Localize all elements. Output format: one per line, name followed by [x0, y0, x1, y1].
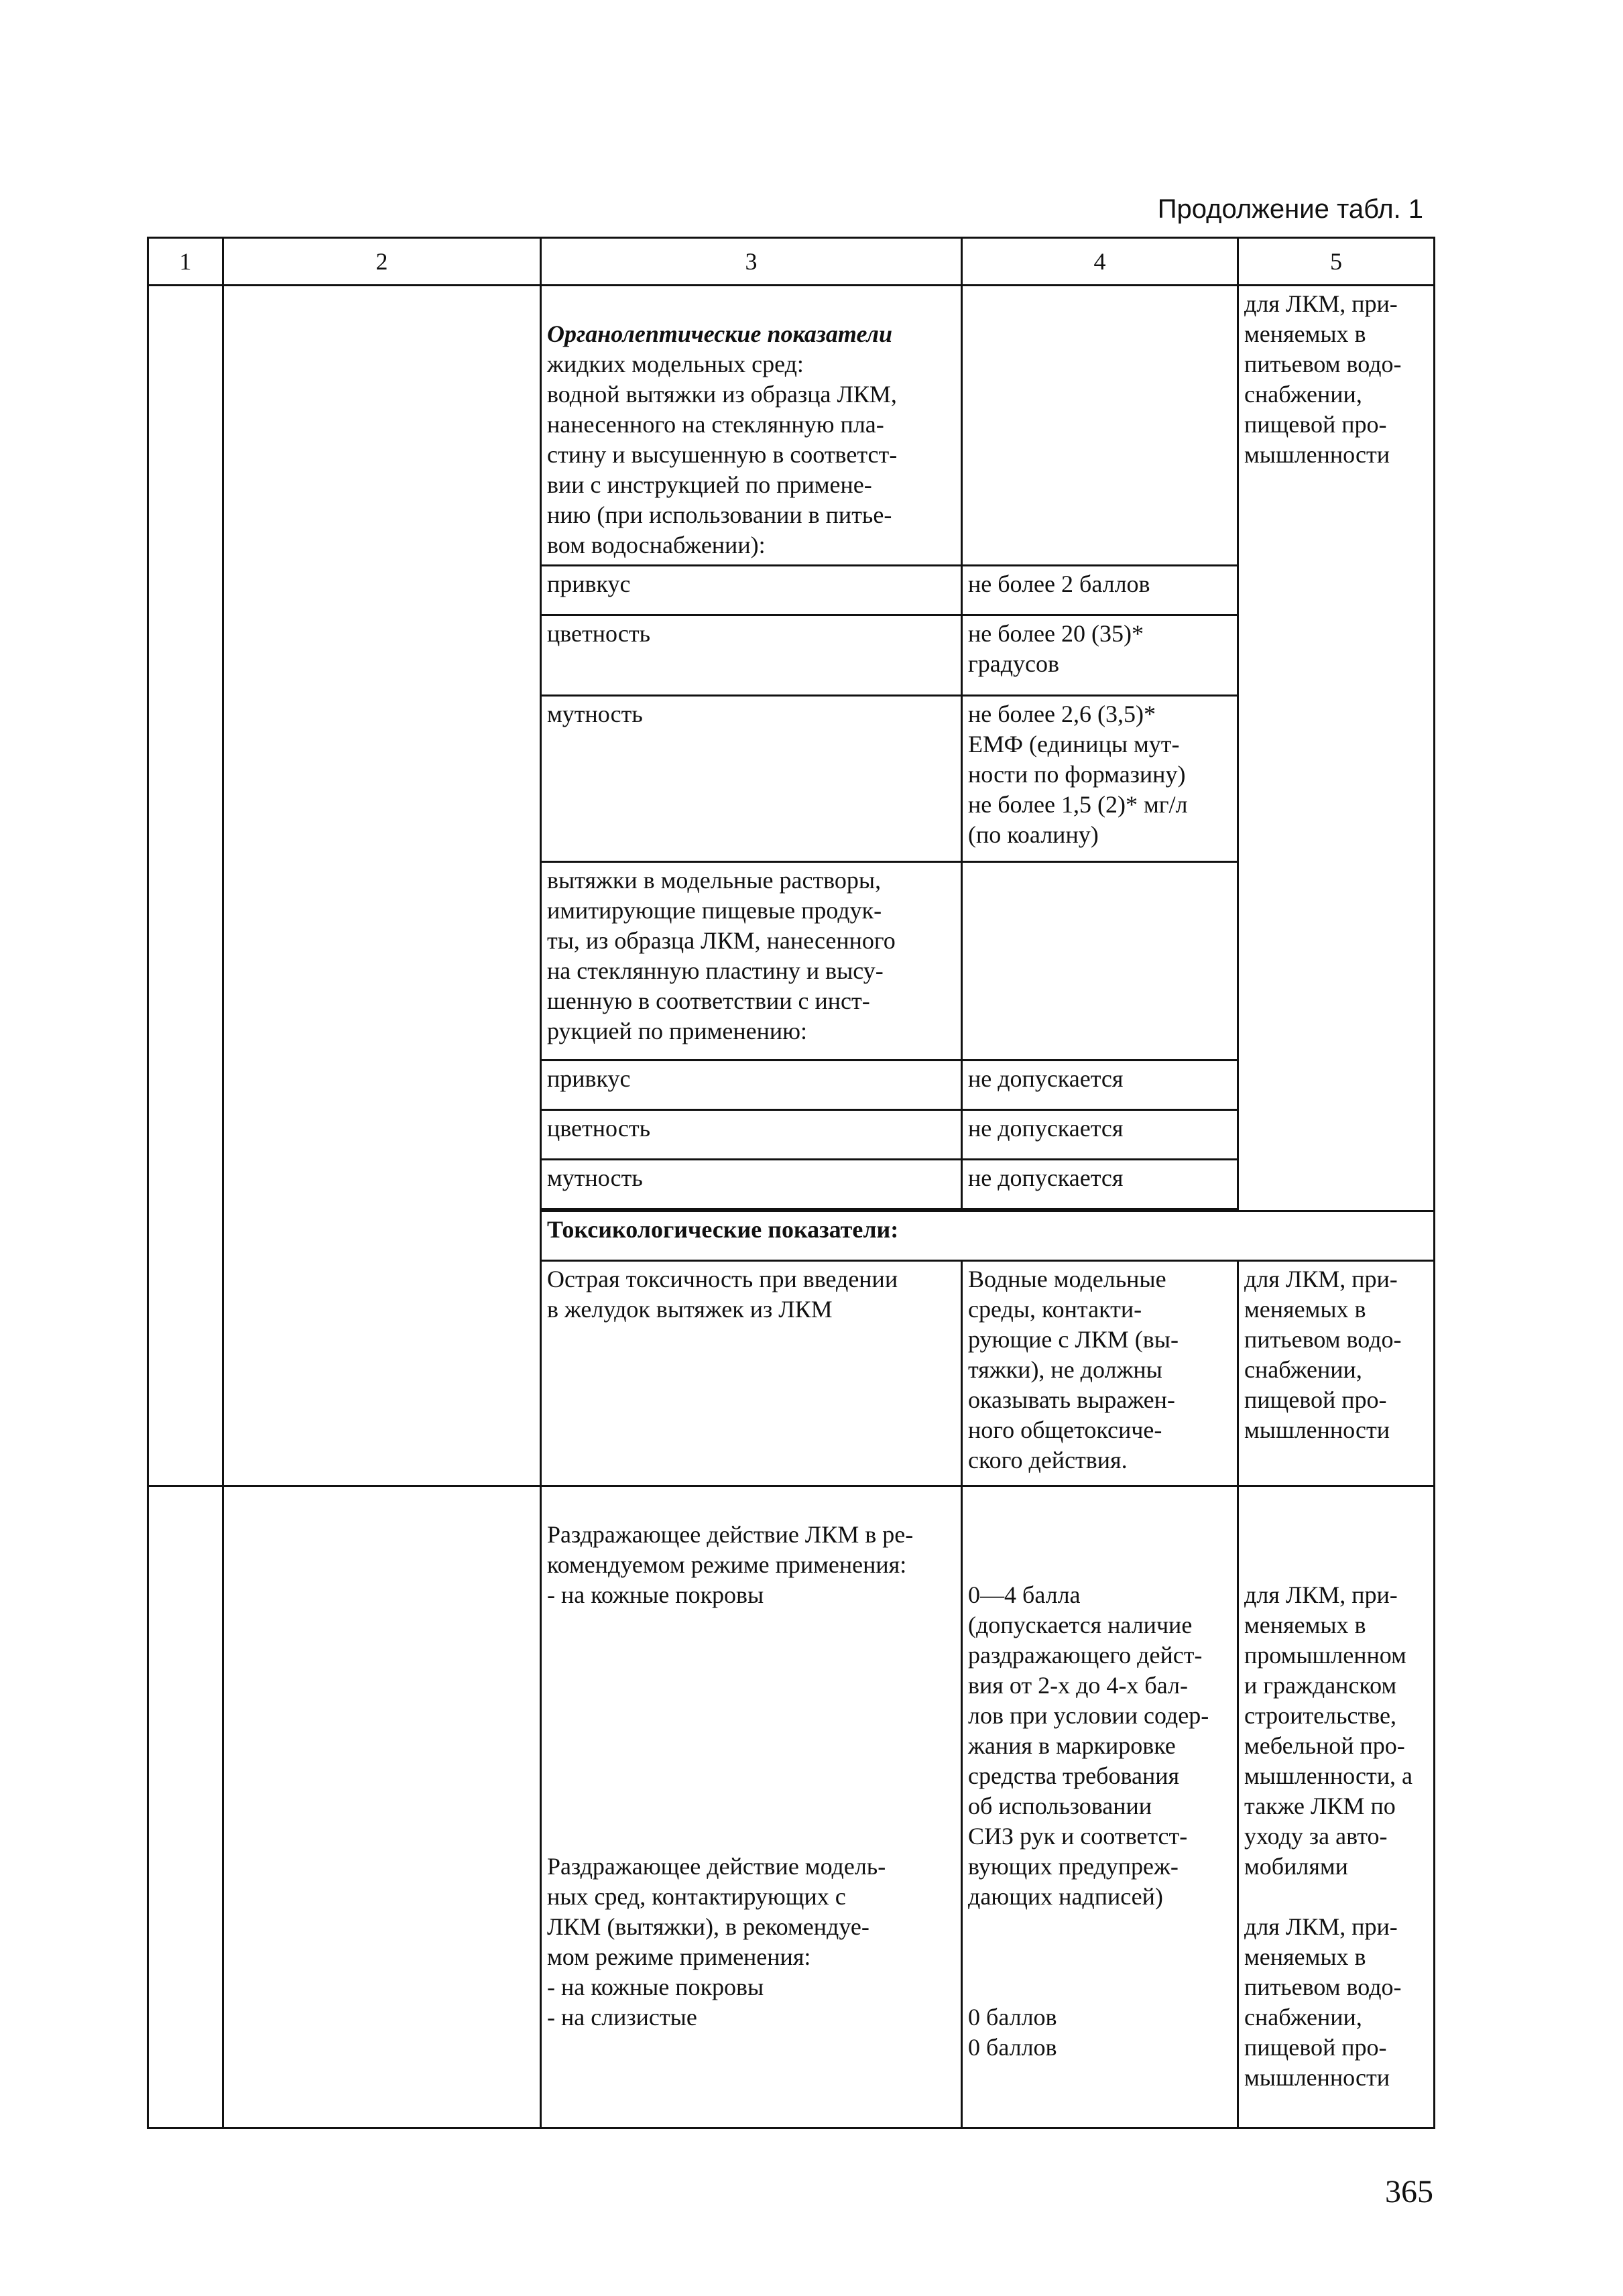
page-number: 365 — [1385, 2174, 1433, 2210]
food-intro-cell: вытяжки в модельные растворы, имитирующие пищевые продук- ты, из образца ЛКМ, нанесенного на стеклянную пластину и высу- шенную в соответствии с инст- рукцией по применению: — [541, 862, 962, 1061]
water-row-value: не более 20 (35)* градусов — [962, 615, 1238, 696]
column-header-1: 1 — [148, 238, 223, 286]
food-row-name: мутность — [541, 1160, 962, 1209]
model-mucous-value: 0 баллов — [968, 2034, 1057, 2061]
irritation-applicability-cell — [1238, 1486, 1435, 2128]
requirements-table — [147, 237, 1435, 2129]
model-irritation-name: Раздражающее действие модель- ных сред, контактирующих с ЛКМ (вытяжки), в рекомендуе- мом режиме применения: — [547, 1853, 886, 1970]
irritation-applicability-gap — [1244, 1550, 1429, 1580]
column-header-2: 2 — [223, 238, 541, 286]
column-header-4: 4 — [962, 238, 1238, 286]
irritation-value-gap — [968, 1972, 1233, 2002]
food-row-name: привкус — [541, 1061, 962, 1110]
column-header-5: 5 — [1238, 238, 1435, 286]
column-header-3: 3 — [541, 238, 962, 286]
irritation-applicability-gap — [1244, 1882, 1429, 1912]
irritation-name-cell — [541, 1486, 962, 2128]
irritation-value-cell — [962, 1486, 1238, 2128]
food-intro-value — [962, 862, 1238, 1061]
model-mucous-label: - на слизистые — [547, 2004, 697, 2031]
food-row-value: не допускается — [962, 1110, 1238, 1160]
model-skin-value: 0 баллов — [968, 2004, 1057, 2031]
acute-toxicity-applicability: для ЛКМ, при- меняемых в питьевом водо- снабжении, пищевой про- мышленности — [1238, 1261, 1435, 1486]
water-row-value: не более 2 баллов — [962, 566, 1238, 615]
table-header-row — [148, 238, 1435, 286]
model-irritation-applicability: для ЛКМ, при- меняемых в питьевом водо- снабжении, пищевой про- мышленности — [1244, 1913, 1402, 2091]
organoleptic-intro: жидких модельных сред: водной вытяжки из образца ЛКМ, нанесенного на стеклянную пла- стину и высушенную в соответст- вии с инструкцией по примене- нию (при использовании в питье- вом водоснабжении): — [547, 351, 898, 558]
model-skin-label: - на кожные покровы — [547, 1974, 764, 2000]
food-row-name: цветность — [541, 1110, 962, 1160]
water-row-name: мутность — [541, 696, 962, 862]
column-2-blank-lower — [223, 1486, 541, 2128]
table-row — [148, 1486, 1435, 2128]
organoleptic-title: Органолептические показатели — [547, 320, 893, 347]
water-row-value: не более 2,6 (3,5)* ЕМФ (единицы мут- ности по формазину) не более 1,5 (2)* мг/л (по коалину) — [962, 696, 1238, 862]
acute-toxicity-value: Водные модельные среды, контакти- рующие с ЛКМ (вы- тяжки), не должны оказывать выражен- ного общетоксиче- ского действия. — [962, 1261, 1238, 1486]
acute-toxicity-name: Острая токсичность при введении в желудок вытяжек из ЛКМ — [541, 1261, 962, 1486]
organoleptic-intro-cell — [541, 286, 962, 566]
food-row-value: не допускается — [962, 1061, 1238, 1110]
water-row-name: цветность — [541, 615, 962, 696]
irritation-skin-label: - на кожные покровы — [547, 1581, 764, 1608]
irritation-applicability-gap — [1244, 1520, 1429, 1550]
irritation-skin-applicability: для ЛКМ, при- меняемых в промышленном и гражданском строительстве, мебельной про- мышленности, а также ЛКМ по уходу за авто- мобилями — [1244, 1581, 1413, 1880]
irritation-value-gap — [968, 1912, 1233, 1942]
irritation-skin-value: 0—4 балла (допускается наличие раздражающего дейст- вия от 2-х до 4-х бал- лов при условии содер- жания в маркировке средства требования об использовании СИЗ рук и соответст- вующих предупреж- дающих надписей) — [968, 1581, 1209, 1910]
irritation-name: Раздражающее действие ЛКМ в ре- комендуемом режиме применения: — [547, 1521, 914, 1578]
organoleptic-applicability: для ЛКМ, при- меняемых в питьевом водо- снабжении, пищевой про- мышленности — [1238, 286, 1435, 1211]
water-row-name: привкус — [541, 566, 962, 615]
food-row-value: не допускается — [962, 1160, 1238, 1209]
toxicology-title: Токсикологические показатели: — [541, 1211, 1435, 1261]
column-1-blank — [148, 286, 223, 1486]
irritation-value-gap — [968, 1520, 1233, 1550]
column-1-blank-lower — [148, 1486, 223, 2128]
table-continuation-caption: Продолжение табл. 1 — [1157, 194, 1423, 224]
column-2-blank — [223, 286, 541, 1486]
table-row — [148, 286, 1435, 566]
irritation-gap — [547, 1610, 957, 1852]
irritation-value-gap — [968, 1942, 1233, 1972]
irritation-value-gap — [968, 1550, 1233, 1580]
organoleptic-intro-value — [962, 286, 1238, 566]
